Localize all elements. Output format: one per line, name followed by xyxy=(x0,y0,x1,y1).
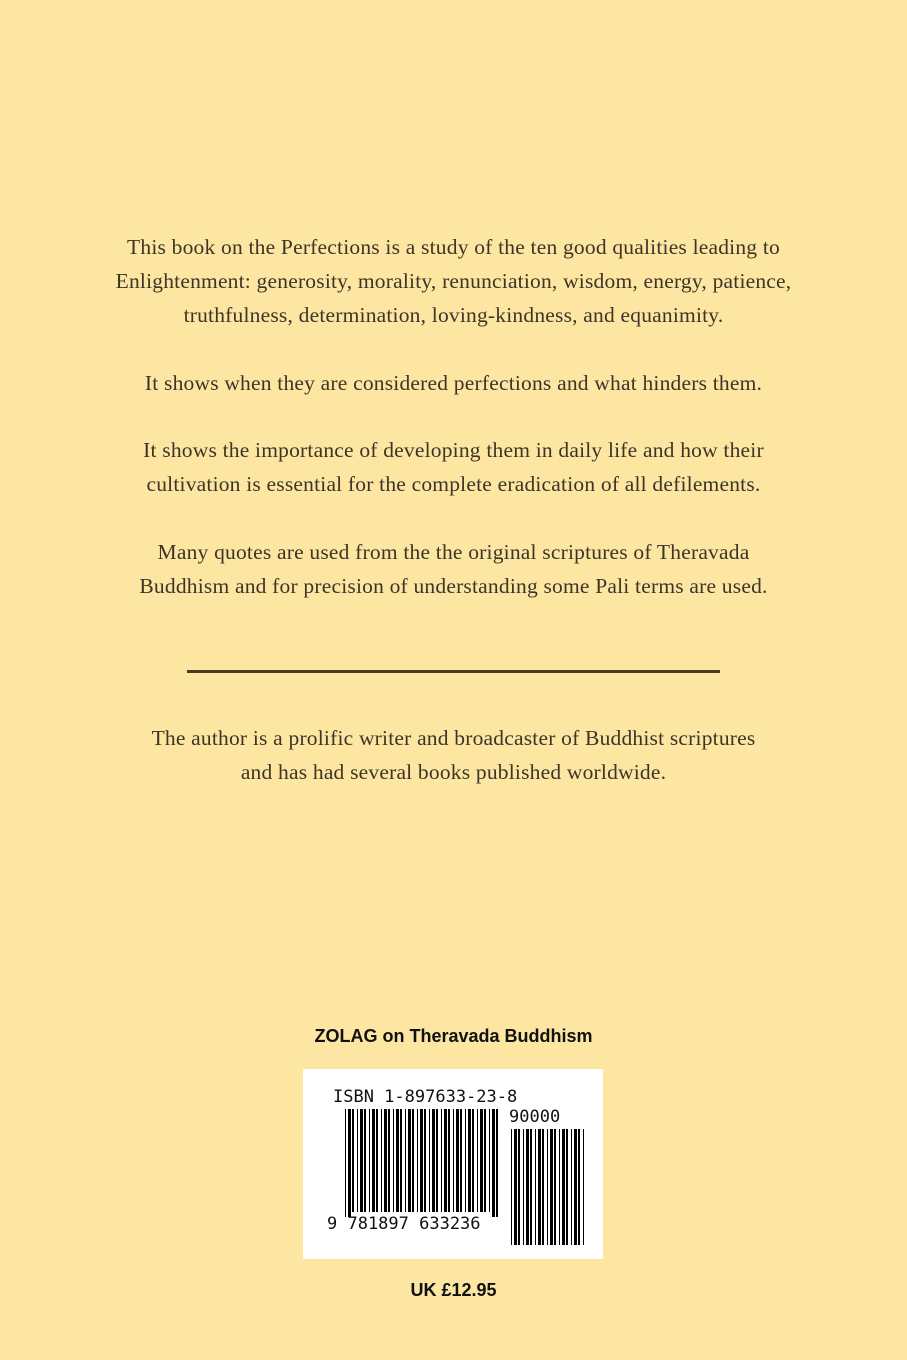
barcode-bar xyxy=(384,1109,387,1212)
barcode-bar xyxy=(348,1109,351,1217)
blurb-paragraph-4 xyxy=(60,535,847,603)
blurb-line: truthfulness, determination, loving-kindness, and equanimity. xyxy=(183,303,724,327)
blurb-line: Enlightenment: generosity, morality, renunciation, wisdom, energy, patience, xyxy=(115,269,792,293)
barcode-bar xyxy=(364,1109,366,1212)
blurb-line: cultivation is essential for the complete eradication of all defilements. xyxy=(146,472,761,496)
barcode-bar xyxy=(566,1129,568,1245)
barcode-bar xyxy=(441,1109,442,1212)
barcode-bar xyxy=(460,1109,462,1212)
barcode-bar xyxy=(514,1129,517,1245)
blurb-line: It shows the importance of developing them in daily life and how their xyxy=(143,438,764,462)
author-note-line: The author is a prolific writer and broadcaster of Buddhist scriptures xyxy=(151,726,756,750)
barcode-bar xyxy=(429,1109,430,1212)
barcode-bar xyxy=(578,1129,580,1245)
addon-digits: 90000 xyxy=(509,1107,561,1127)
barcode-bar xyxy=(432,1109,435,1212)
blurb-paragraph-1 xyxy=(60,230,847,332)
barcode-bar xyxy=(357,1109,358,1212)
barcode-bar xyxy=(511,1129,512,1245)
barcode-bar xyxy=(436,1109,438,1212)
barcode-bar xyxy=(381,1109,382,1212)
blurb-line: Many quotes are used from the the original scriptures of Theravada xyxy=(157,540,750,564)
barcode-bar xyxy=(372,1109,375,1212)
divider-rule xyxy=(187,670,720,673)
barcode-bar xyxy=(550,1129,553,1245)
blurb-line: This book on the Perfections is a study of the ten good qualities leading to xyxy=(127,235,780,259)
barcode-bar xyxy=(376,1109,378,1212)
barcode-bar xyxy=(424,1109,426,1212)
blurb-line: It shows when they are considered perfections and what hinders them. xyxy=(144,371,763,395)
barcode-bar xyxy=(369,1109,370,1212)
barcode-bar xyxy=(484,1109,486,1212)
barcode-bar xyxy=(571,1129,572,1245)
barcode-bar xyxy=(396,1109,399,1212)
blurb-paragraph-2 xyxy=(60,366,847,400)
barcode-bar xyxy=(480,1109,483,1212)
barcode-bar xyxy=(420,1109,423,1212)
series-label: ZOLAG on Theravada Buddhism xyxy=(314,1026,593,1046)
barcode-bar xyxy=(523,1129,524,1245)
barcode-bar xyxy=(388,1109,390,1212)
ean-digits: 9 781897 633236 xyxy=(327,1214,481,1234)
barcode-bar xyxy=(492,1109,495,1217)
barcode-bar xyxy=(472,1109,474,1212)
barcode-bar xyxy=(448,1109,450,1212)
barcode-bar xyxy=(412,1109,414,1212)
barcode-bar xyxy=(542,1129,544,1245)
barcode-bar xyxy=(393,1109,394,1212)
author-note-line: and has had several books published worldwide. xyxy=(240,760,667,784)
price-label: UK £12.95 xyxy=(410,1280,497,1300)
barcode-bar xyxy=(554,1129,556,1245)
barcode-bar xyxy=(538,1129,541,1245)
barcode-bar xyxy=(583,1129,584,1245)
barcode-bar xyxy=(352,1109,354,1212)
blurb-paragraph-3 xyxy=(60,433,847,501)
isbn-label: ISBN 1-897633-23-8 xyxy=(333,1087,518,1107)
barcode-bar xyxy=(526,1129,529,1245)
barcode-bar xyxy=(360,1109,363,1212)
author-note xyxy=(60,721,847,789)
barcode-bar xyxy=(400,1109,402,1212)
barcode-bar xyxy=(468,1109,471,1212)
isbn-barcode xyxy=(303,1069,603,1259)
blurb-line: Buddhism and for precision of understanding some Pali terms are used. xyxy=(139,574,768,598)
barcode-bar xyxy=(405,1109,406,1212)
barcode-bar xyxy=(530,1129,532,1245)
barcode-bar xyxy=(559,1129,560,1245)
barcode-bar xyxy=(453,1109,454,1212)
barcode-bar xyxy=(456,1109,459,1212)
barcode-bar xyxy=(417,1109,418,1212)
barcode-bar xyxy=(408,1109,411,1212)
barcode-bar xyxy=(518,1129,520,1245)
barcode-bar xyxy=(496,1109,498,1217)
barcode-bar xyxy=(562,1129,565,1245)
barcode-bar xyxy=(489,1109,490,1212)
barcode-bar xyxy=(574,1129,577,1245)
barcode-bar xyxy=(444,1109,447,1212)
barcode-bar xyxy=(465,1109,466,1212)
barcode-bar xyxy=(535,1129,536,1245)
barcode-bar xyxy=(345,1109,346,1217)
barcode-bar xyxy=(547,1129,548,1245)
barcode-bar xyxy=(477,1109,478,1212)
